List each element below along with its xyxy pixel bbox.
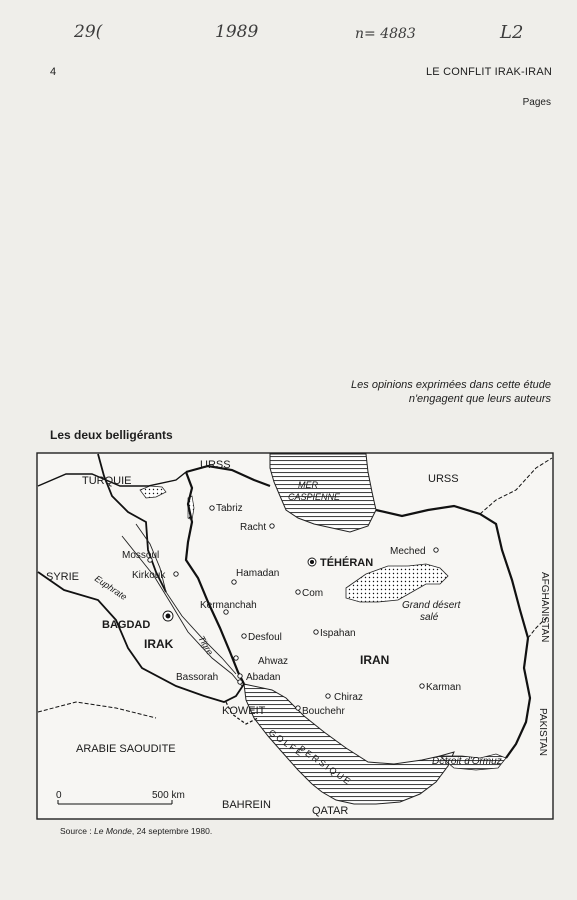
label-bassorah: Bassorah <box>176 672 219 683</box>
scale-zero: 0 <box>56 790 62 801</box>
label-ormuz: Détroit d'Ormuz <box>432 756 502 767</box>
pages-label: Pages <box>522 97 551 108</box>
label-bouchehr: Bouchehr <box>302 706 345 717</box>
label-bagdad: BAGDAD <box>102 619 151 631</box>
label-euphrate: Euphrate <box>92 573 129 603</box>
label-teheran: TÉHÉRAN <box>320 557 374 569</box>
label-pakistan: PAKISTAN <box>537 708 548 756</box>
label-racht: Racht <box>240 522 267 533</box>
label-ispahan: Ispahan <box>320 628 356 639</box>
label-desert-1: Grand désert <box>402 600 461 611</box>
page-number: 4 <box>50 66 57 78</box>
label-urss-west: URSS <box>200 459 231 471</box>
map-heading: Les deux belligérants <box>50 428 173 442</box>
label-meched: Meched <box>390 546 426 557</box>
label-tigre: Tigre <box>196 634 216 657</box>
label-com: Com <box>302 588 324 599</box>
label-tabriz: Tabriz <box>216 503 243 514</box>
label-hamadan: Hamadan <box>236 568 280 579</box>
label-urss-east: URSS <box>428 473 459 485</box>
label-bahrein: BAHREIN <box>222 799 271 811</box>
label-mer: MER <box>298 480 318 490</box>
disclaimer-line-1: Les opinions exprimées dans cette étude <box>351 379 551 391</box>
label-desert-2: salé <box>420 612 439 623</box>
map-source: Source : Le Monde, 24 septembre 1980. <box>60 826 213 836</box>
label-abadan: Abadan <box>246 672 281 683</box>
disclaimer-line-2: n'engagent que leurs auteurs <box>408 393 551 405</box>
disclaimer-note <box>351 378 551 406</box>
label-ahwaz: Ahwaz <box>258 656 289 667</box>
label-koweit: KOWEIT <box>222 705 266 717</box>
label-syrie: SYRIE <box>46 571 80 583</box>
label-turquie: TURQUIE <box>82 475 132 487</box>
label-qatar: QATAR <box>312 805 349 817</box>
handwritten-note-4: L2 <box>500 22 524 43</box>
label-chiraz: Chiraz <box>334 692 363 703</box>
label-mossoul: Mossoul <box>122 550 160 561</box>
running-title: LE CONFLIT IRAK-IRAN <box>425 66 552 78</box>
handwritten-note-1: 29( <box>74 22 103 42</box>
label-golfe: GOLFE <box>266 727 306 759</box>
label-kermanchah: Kermanchah <box>200 600 257 611</box>
label-afghanistan: AFGHANISTAN <box>539 572 550 643</box>
label-kirkouk: Kirkouk <box>132 570 166 581</box>
label-karman: Karman <box>426 682 462 693</box>
handwritten-note-3: n= 4883 <box>355 26 416 42</box>
label-irak: IRAK <box>144 637 174 651</box>
label-arabie: ARABIE SAOUDITE <box>76 743 176 755</box>
source-publication: Le Monde <box>94 826 132 836</box>
label-desfoul: Desfoul <box>248 632 282 643</box>
scale-500km: 500 km <box>152 790 185 801</box>
label-persique: PERSIQUE <box>296 743 354 788</box>
label-iran: IRAN <box>360 653 390 667</box>
handwritten-note-2: 1989 <box>215 22 259 42</box>
label-caspienne: CASPIENNE <box>288 492 341 502</box>
map-figure <box>36 452 554 820</box>
